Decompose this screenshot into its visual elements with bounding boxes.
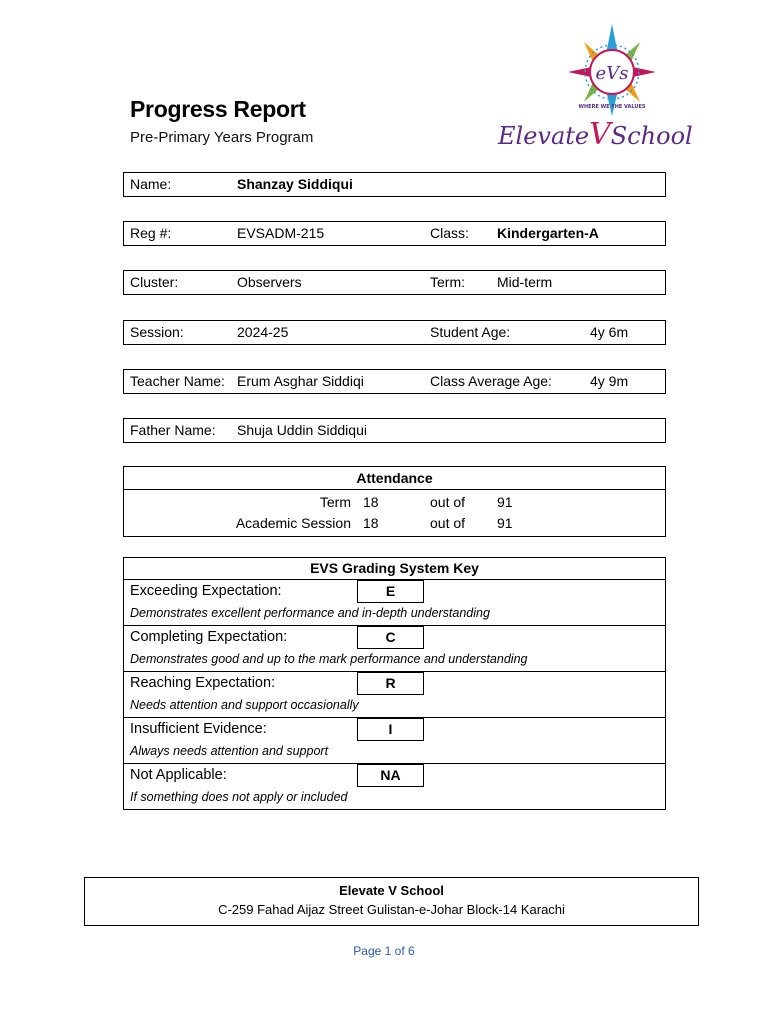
svg-text:ElevateVSchool [497,117,693,152]
school-logo [494,20,693,154]
name-value: Shanzay Siddiqui [237,176,353,192]
grading-code: E [357,580,424,603]
grading-row [124,580,665,626]
attendance-session-outof: out of [430,515,466,531]
class-avg-value: 4y 9m [590,373,629,389]
grading-label: Reaching Expectation: [130,675,276,691]
logo-monogram: eVs [595,63,629,84]
grading-key-title: EVS Grading System Key [124,558,665,580]
grading-label: Insufficient Evidence: [130,721,267,737]
grading-row [124,764,665,809]
grading-code: I [357,718,424,741]
attendance-term-label: Term [319,494,351,510]
attendance-term-total: 91 [497,494,513,510]
term-label: Term: [430,274,465,290]
class-avg-label: Class Average Age: [430,373,552,389]
attendance-session-total: 91 [497,515,513,531]
page-subtitle: Pre-Primary Years Program [130,129,314,146]
grading-code: R [357,672,424,695]
footer-address: C-259 Fahad Aijaz Street Gulistan-e-Johar Block-14 Karachi [218,902,565,917]
attendance-session-present: 18 [363,515,379,531]
grading-desc: Needs attention and support occasionally [130,698,359,712]
age-value: 4y 6m [590,324,629,340]
grading-row [124,672,665,718]
grading-desc: Always needs attention and support [130,744,329,758]
name-label: Name: [130,176,172,192]
logo-word-school: School [610,122,693,150]
logo-word-elevate: Elevate [498,122,590,150]
class-label: Class: [430,225,469,241]
grading-label: Completing Expectation: [130,629,288,645]
attendance-title: Attendance [124,467,665,490]
grading-row [124,626,665,672]
reg-class-row [123,221,666,246]
attendance-term-present: 18 [363,494,379,510]
grading-desc: Demonstrates good and up to the mark performance and understanding [130,652,528,666]
teacher-avg-row [123,369,666,394]
grading-desc: Demonstrates excellent performance and in-depth understanding [130,606,490,620]
father-value: Shuja Uddin Siddiqui [237,422,367,438]
father-row [123,418,666,443]
father-label: Father Name: [130,422,216,438]
footer-school-name: Elevate V School [339,883,444,898]
session-label: Session: [130,324,184,340]
reg-label: Reg #: [130,225,172,241]
compass-emblem [568,24,656,116]
attendance-session-label: Academic Session [235,515,351,531]
grading-key-table [123,557,666,810]
cluster-label: Cluster: [130,274,179,290]
grading-code: C [357,626,424,649]
cluster-term-row [123,270,666,295]
page-number: Page 1 of 6 [353,944,415,958]
class-value: Kindergarten-A [497,225,599,241]
cluster-value: Observers [237,274,302,290]
grading-label: Not Applicable: [130,767,227,783]
page-footer [84,877,699,926]
teacher-value: Erum Asghar Siddiqi [237,373,364,389]
attendance-table [123,466,666,537]
grading-code: NA [357,764,424,787]
grading-row [124,718,665,764]
grading-label: Exceeding Expectation: [130,583,282,599]
age-label: Student Age: [430,324,511,340]
logo-arc-text: WHERE WE THE VALUES [578,104,646,110]
term-value: Mid-term [497,274,553,290]
grading-desc: If something does not apply or included [130,790,348,804]
teacher-label: Teacher Name: [130,373,225,389]
logo-word-v: V [589,117,611,152]
session-value: 2024-25 [237,324,289,340]
page-title: Progress Report [130,96,306,122]
session-age-row [123,320,666,345]
name-row [123,172,666,197]
reg-value: EVSADM-215 [237,225,325,241]
attendance-term-outof: out of [430,494,466,510]
